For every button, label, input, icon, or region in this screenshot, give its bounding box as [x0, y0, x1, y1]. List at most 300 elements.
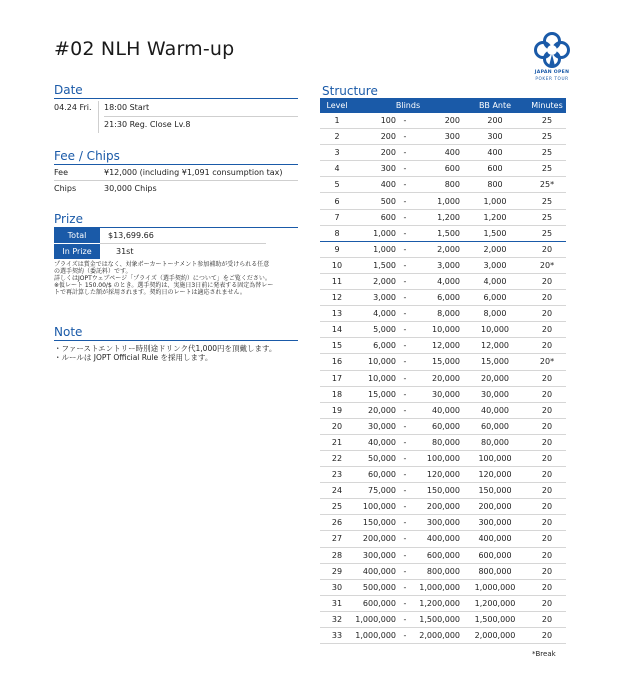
level-cell: 33	[320, 628, 354, 644]
small-blind: 1,000,000	[355, 631, 396, 641]
ante-cell: 20,000	[462, 370, 528, 386]
structure-row	[320, 499, 566, 515]
big-blind: 200,000	[426, 502, 460, 512]
structure-row	[320, 161, 566, 177]
structure-header-row	[320, 98, 566, 113]
small-blind: 6,000	[373, 341, 396, 351]
big-blind: 800	[444, 180, 460, 190]
structure-row	[320, 483, 566, 499]
small-blind: 600	[380, 212, 396, 222]
level-cell: 18	[320, 386, 354, 402]
structure-row	[320, 418, 566, 434]
prize-note-4: ※仮レート 150.00/$ のとき。選手契約は、実施日3日前に発表する固定為替レー	[54, 282, 274, 289]
blind-separator: -	[403, 212, 407, 222]
small-blind: 200,000	[362, 534, 396, 544]
date-divider	[54, 98, 298, 99]
minutes-cell: 25	[528, 161, 566, 177]
structure-row	[320, 434, 566, 450]
level-cell: 20	[320, 418, 354, 434]
level-cell: 28	[320, 547, 354, 563]
minutes-cell: 20	[528, 322, 566, 338]
blind-separator: -	[403, 164, 407, 174]
structure-row	[320, 273, 566, 289]
ante-cell: 800,000	[462, 563, 528, 579]
ante-cell: 120,000	[462, 467, 528, 483]
blind-separator: -	[403, 582, 407, 592]
blind-separator: -	[403, 534, 407, 544]
structure-row	[320, 611, 566, 627]
minutes-cell: 25	[528, 145, 566, 161]
small-blind: 1,000,000	[355, 614, 396, 624]
blind-separator: -	[403, 614, 407, 624]
structure-row	[320, 531, 566, 547]
minutes-cell: 20	[528, 306, 566, 322]
structure-row	[320, 113, 566, 129]
blind-separator: -	[403, 260, 407, 270]
ante-cell: 150,000	[462, 483, 528, 499]
small-blind: 10,000	[368, 373, 396, 383]
level-cell: 29	[320, 563, 354, 579]
date-row-rule	[104, 116, 298, 117]
small-blind: 1,500	[373, 260, 396, 270]
date-day: 04.24 Fri.	[54, 103, 92, 112]
level-cell: 5	[320, 177, 354, 193]
big-blind: 3,000	[437, 260, 460, 270]
structure-row	[320, 177, 566, 193]
blind-separator: -	[403, 470, 407, 480]
minutes-cell: 20	[528, 338, 566, 354]
level-cell: 32	[320, 611, 354, 627]
note-divider	[54, 340, 298, 341]
total-value: $13,699.66	[100, 228, 266, 244]
big-blind: 30,000	[432, 389, 460, 399]
ante-cell: 1,200,000	[462, 595, 528, 611]
blind-separator: -	[403, 631, 407, 641]
ante-cell: 30,000	[462, 386, 528, 402]
structure-heading: Structure	[322, 84, 378, 98]
level-cell: 16	[320, 354, 354, 370]
big-blind: 6,000	[437, 293, 460, 303]
small-blind: 30,000	[368, 421, 396, 431]
ante-cell: 3,000	[462, 257, 528, 273]
minutes-cell: 20	[528, 290, 566, 306]
blind-separator: -	[403, 357, 407, 367]
small-blind: 500	[380, 196, 396, 206]
big-blind: 80,000	[432, 437, 460, 447]
blinds-cell	[354, 547, 462, 563]
note-item-1: ・ファーストエントリー時別途ドリンク代1,000円を頂戴します。	[54, 344, 277, 353]
fee-heading: Fee / Chips	[54, 149, 120, 163]
chips-label: Chips	[54, 184, 77, 193]
small-blind: 75,000	[368, 486, 396, 496]
blinds-cell	[354, 113, 462, 129]
date-heading: Date	[54, 83, 83, 97]
blinds-cell	[354, 129, 462, 145]
big-blind: 15,000	[432, 357, 460, 367]
prize-note-5: トで再計算した額が採用されます。契約日のレートは適応されません。	[54, 289, 246, 296]
level-cell: 6	[320, 193, 354, 209]
minutes-cell: 25*	[528, 177, 566, 193]
big-blind: 1,000,000	[419, 582, 460, 592]
structure-row	[320, 370, 566, 386]
blinds-cell	[354, 257, 462, 273]
blinds-cell	[354, 290, 462, 306]
minutes-cell: 20	[528, 273, 566, 289]
structure-row	[320, 209, 566, 225]
blind-separator: -	[403, 405, 407, 415]
level-cell: 23	[320, 467, 354, 483]
structure-row	[320, 338, 566, 354]
structure-row	[320, 402, 566, 418]
small-blind: 600,000	[362, 598, 396, 608]
big-blind: 600	[444, 164, 460, 174]
structure-row	[320, 290, 566, 306]
blinds-cell	[354, 225, 462, 241]
blind-separator: -	[403, 518, 407, 528]
big-blind: 1,500,000	[419, 614, 460, 624]
col-bb-ante: BB Ante	[462, 98, 528, 113]
minutes-cell: 20	[528, 547, 566, 563]
ante-cell: 4,000	[462, 273, 528, 289]
big-blind: 300	[444, 132, 460, 142]
big-blind: 2,000,000	[419, 631, 460, 641]
ante-cell: 10,000	[462, 322, 528, 338]
big-blind: 300,000	[426, 518, 460, 528]
ante-cell: 80,000	[462, 434, 528, 450]
structure-row	[320, 563, 566, 579]
blinds-cell	[354, 386, 462, 402]
small-blind: 100	[380, 116, 396, 126]
inprize-label: In Prize	[54, 244, 100, 260]
blinds-cell	[354, 563, 462, 579]
blinds-cell	[354, 161, 462, 177]
blind-separator: -	[403, 437, 407, 447]
minutes-cell: 20	[528, 467, 566, 483]
small-blind: 60,000	[368, 470, 396, 480]
blinds-cell	[354, 322, 462, 338]
structure-row	[320, 354, 566, 370]
small-blind: 150,000	[362, 518, 396, 528]
small-blind: 200	[380, 148, 396, 158]
structure-row	[320, 306, 566, 322]
blinds-cell	[354, 467, 462, 483]
blind-separator: -	[403, 196, 407, 206]
small-blind: 4,000	[373, 309, 396, 319]
blinds-cell	[354, 628, 462, 644]
blind-separator: -	[403, 116, 407, 126]
ante-cell: 1,200	[462, 209, 528, 225]
logo-line2: POKER TOUR	[535, 76, 569, 81]
blinds-cell	[354, 434, 462, 450]
small-blind: 200	[380, 132, 396, 142]
level-cell: 21	[320, 434, 354, 450]
ante-cell: 300,000	[462, 515, 528, 531]
blind-separator: -	[403, 309, 407, 319]
structure-row	[320, 241, 566, 257]
big-blind: 8,000	[437, 309, 460, 319]
big-blind: 1,500	[437, 228, 460, 238]
ante-cell: 1,500,000	[462, 611, 528, 627]
minutes-cell: 20	[528, 499, 566, 515]
big-blind: 200	[444, 116, 460, 126]
level-cell: 25	[320, 499, 354, 515]
prize-table	[54, 228, 266, 259]
small-blind: 400	[380, 180, 396, 190]
minutes-cell: 20	[528, 483, 566, 499]
structure-row	[320, 450, 566, 466]
col-minutes: Minutes	[528, 98, 566, 113]
prize-note-3: 詳しくはJOPTウェブページ「プライズ（選手契約）について」をご覧ください。	[54, 275, 271, 282]
minutes-cell: 20	[528, 515, 566, 531]
structure-row	[320, 515, 566, 531]
big-blind: 40,000	[432, 405, 460, 415]
big-blind: 10,000	[432, 325, 460, 335]
level-cell: 10	[320, 257, 354, 273]
big-blind: 150,000	[426, 486, 460, 496]
structure-row	[320, 579, 566, 595]
big-blind: 400,000	[426, 534, 460, 544]
small-blind: 300,000	[362, 550, 396, 560]
big-blind: 800,000	[426, 566, 460, 576]
blinds-cell	[354, 209, 462, 225]
blind-separator: -	[403, 341, 407, 351]
big-blind: 1,000	[437, 196, 460, 206]
level-cell: 31	[320, 595, 354, 611]
level-cell: 12	[320, 290, 354, 306]
big-blind: 60,000	[432, 421, 460, 431]
small-blind: 400,000	[362, 566, 396, 576]
minutes-cell: 20	[528, 531, 566, 547]
level-cell: 17	[320, 370, 354, 386]
blind-separator: -	[403, 454, 407, 464]
date-reg-close: 21:30 Reg. Close Lv.8	[104, 120, 191, 129]
level-cell: 14	[320, 322, 354, 338]
col-blinds: Blinds	[354, 98, 462, 113]
fee-row-rule	[54, 180, 298, 181]
blind-separator: -	[403, 421, 407, 431]
level-cell: 8	[320, 225, 354, 241]
small-blind: 5,000	[373, 325, 396, 335]
small-blind: 10,000	[368, 357, 396, 367]
prize-note-1: プライズは賞金ではなく、対象ポーカートーナメント参加補助が受けられる任意	[54, 261, 270, 268]
chips-value: 30,000 Chips	[104, 184, 157, 193]
small-blind: 100,000	[362, 502, 396, 512]
minutes-cell: 20	[528, 450, 566, 466]
total-label: Total	[54, 228, 100, 244]
minutes-cell: 20	[528, 386, 566, 402]
blind-separator: -	[403, 244, 407, 254]
small-blind: 300	[380, 164, 396, 174]
level-cell: 24	[320, 483, 354, 499]
big-blind: 12,000	[432, 341, 460, 351]
level-cell: 27	[320, 531, 354, 547]
minutes-cell: 20	[528, 402, 566, 418]
level-cell: 26	[320, 515, 354, 531]
minutes-cell: 20	[528, 241, 566, 257]
note-item-2: ・ルールは JOPT Official Rule を採用します。	[54, 353, 213, 362]
level-cell: 9	[320, 241, 354, 257]
blinds-cell	[354, 354, 462, 370]
structure-row	[320, 547, 566, 563]
fee-label: Fee	[54, 168, 69, 177]
note-heading: Note	[54, 325, 83, 339]
blinds-cell	[354, 531, 462, 547]
blind-separator: -	[403, 598, 407, 608]
blinds-cell	[354, 450, 462, 466]
small-blind: 1,000	[373, 228, 396, 238]
ante-cell: 60,000	[462, 418, 528, 434]
blind-separator: -	[403, 293, 407, 303]
ante-cell: 600,000	[462, 547, 528, 563]
level-cell: 7	[320, 209, 354, 225]
ante-cell: 200,000	[462, 499, 528, 515]
ante-cell: 6,000	[462, 290, 528, 306]
minutes-cell: 25	[528, 209, 566, 225]
minutes-cell: 25	[528, 225, 566, 241]
structure-row	[320, 129, 566, 145]
structure-row	[320, 193, 566, 209]
level-cell: 13	[320, 306, 354, 322]
prize-heading: Prize	[54, 212, 83, 226]
big-blind: 400	[444, 148, 460, 158]
minutes-cell: 25	[528, 129, 566, 145]
ante-cell: 1,000,000	[462, 579, 528, 595]
minutes-cell: 20*	[528, 354, 566, 370]
ante-cell: 15,000	[462, 354, 528, 370]
big-blind: 100,000	[426, 454, 460, 464]
minutes-cell: 20	[528, 611, 566, 627]
small-blind: 40,000	[368, 437, 396, 447]
structure-row	[320, 257, 566, 273]
fee-divider	[54, 164, 298, 165]
blind-separator: -	[403, 148, 407, 158]
structure-row	[320, 145, 566, 161]
ante-cell: 300	[462, 129, 528, 145]
blind-separator: -	[403, 180, 407, 190]
minutes-cell: 20	[528, 579, 566, 595]
minutes-cell: 20	[528, 418, 566, 434]
small-blind: 20,000	[368, 405, 396, 415]
clover-logo-icon	[532, 30, 572, 70]
date-vdivider	[98, 101, 99, 133]
page-title: #02 NLH Warm-up	[54, 38, 235, 60]
structure-row	[320, 467, 566, 483]
prize-row-total	[54, 228, 266, 244]
ante-cell: 2,000	[462, 241, 528, 257]
small-blind: 3,000	[373, 293, 396, 303]
blinds-cell	[354, 177, 462, 193]
minutes-cell: 25	[528, 113, 566, 129]
small-blind: 1,000	[373, 244, 396, 254]
blinds-cell	[354, 241, 462, 257]
structure-row	[320, 225, 566, 241]
level-cell: 15	[320, 338, 354, 354]
ante-cell: 800	[462, 177, 528, 193]
blinds-cell	[354, 402, 462, 418]
blind-separator: -	[403, 132, 407, 142]
blind-separator: -	[403, 550, 407, 560]
ante-cell: 2,000,000	[462, 628, 528, 644]
big-blind: 120,000	[426, 470, 460, 480]
inprize-value: 31st	[116, 247, 134, 256]
ante-cell: 1,500	[462, 225, 528, 241]
minutes-cell: 20	[528, 370, 566, 386]
minutes-cell: 20	[528, 628, 566, 644]
blind-separator: -	[403, 325, 407, 335]
big-blind: 20,000	[432, 373, 460, 383]
break-footnote: *Break	[532, 650, 556, 658]
minutes-cell: 20	[528, 434, 566, 450]
col-level: Level	[320, 98, 354, 113]
blind-separator: -	[403, 389, 407, 399]
level-cell: 3	[320, 145, 354, 161]
ante-cell: 12,000	[462, 338, 528, 354]
ante-cell: 600	[462, 161, 528, 177]
ante-cell: 400,000	[462, 531, 528, 547]
ante-cell: 40,000	[462, 402, 528, 418]
small-blind: 15,000	[368, 389, 396, 399]
blind-separator: -	[403, 502, 407, 512]
blinds-cell	[354, 611, 462, 627]
level-cell: 22	[320, 450, 354, 466]
blinds-cell	[354, 418, 462, 434]
blinds-cell	[354, 273, 462, 289]
minutes-cell: 20	[528, 595, 566, 611]
level-cell: 19	[320, 402, 354, 418]
fee-value: ¥12,000 (including ¥1,091 consumption tax)	[104, 168, 283, 177]
ante-cell: 8,000	[462, 306, 528, 322]
level-cell: 1	[320, 113, 354, 129]
level-cell: 2	[320, 129, 354, 145]
date-start: 18:00 Start	[104, 103, 150, 112]
blinds-cell	[354, 370, 462, 386]
jopt-logo	[524, 30, 580, 88]
prize-row-inprize	[54, 244, 266, 260]
structure-row	[320, 322, 566, 338]
structure-row	[320, 386, 566, 402]
structure-row	[320, 595, 566, 611]
level-cell: 4	[320, 161, 354, 177]
logo-line1: JAPAN OPEN	[534, 70, 570, 75]
ante-cell: 400	[462, 145, 528, 161]
blind-separator: -	[403, 228, 407, 238]
structure-table	[320, 98, 566, 644]
small-blind: 500,000	[362, 582, 396, 592]
big-blind: 1,200,000	[419, 598, 460, 608]
blinds-cell	[354, 338, 462, 354]
blind-separator: -	[403, 566, 407, 576]
big-blind: 600,000	[426, 550, 460, 560]
ante-cell: 1,000	[462, 193, 528, 209]
structure-row	[320, 628, 566, 644]
big-blind: 2,000	[437, 244, 460, 254]
blinds-cell	[354, 499, 462, 515]
blinds-cell	[354, 145, 462, 161]
blinds-cell	[354, 579, 462, 595]
blinds-cell	[354, 306, 462, 322]
blinds-cell	[354, 483, 462, 499]
blinds-cell	[354, 595, 462, 611]
minutes-cell: 25	[528, 193, 566, 209]
minutes-cell: 20	[528, 563, 566, 579]
level-cell: 11	[320, 273, 354, 289]
level-cell: 30	[320, 579, 354, 595]
minutes-cell: 20*	[528, 257, 566, 273]
blind-separator: -	[403, 276, 407, 286]
blinds-cell	[354, 193, 462, 209]
blind-separator: -	[403, 373, 407, 383]
ante-cell: 200	[462, 113, 528, 129]
